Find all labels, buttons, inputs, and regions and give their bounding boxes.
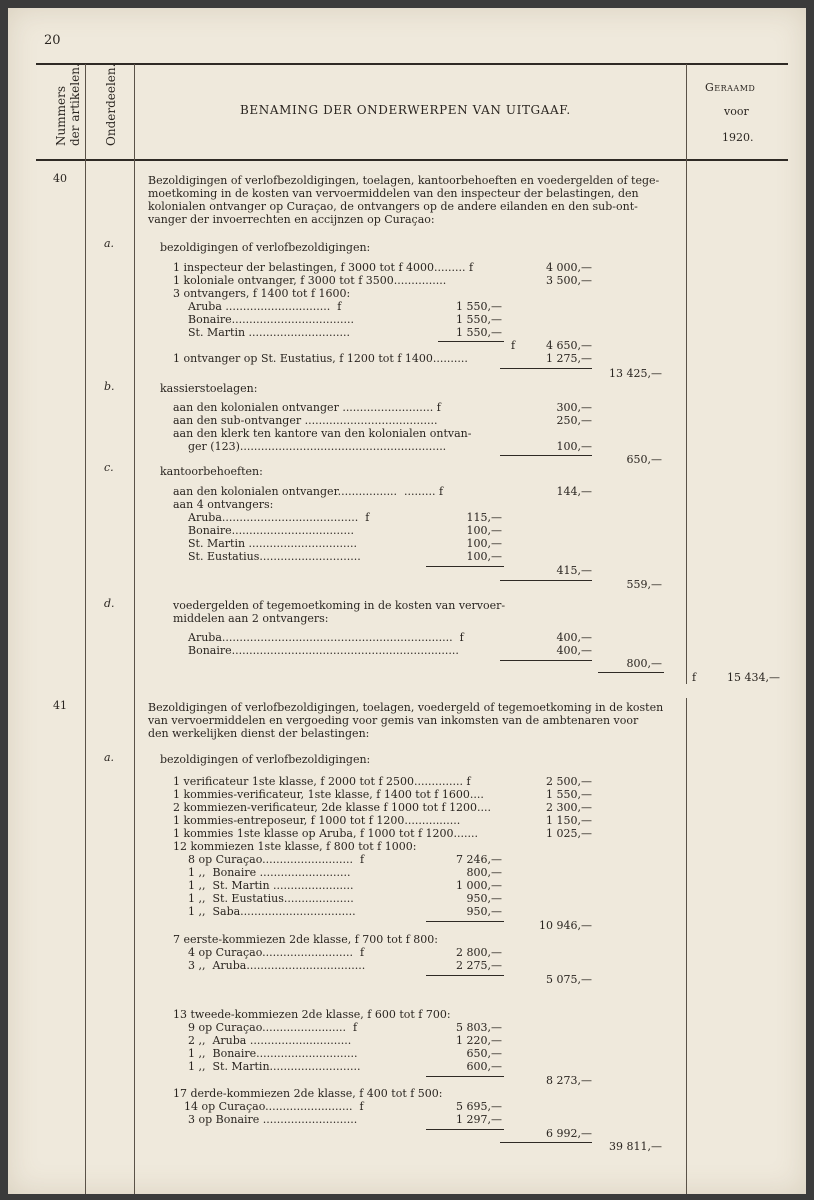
art40-d-bonaire: Bonaire................................................................. <box>188 644 459 657</box>
header-nummers-line1: Nummers <box>54 86 68 146</box>
art41-g3-row: 1 ,, St. Martin.......................... <box>188 1060 361 1073</box>
art40-c-bonaire: Bonaire................................... <box>188 524 355 537</box>
sum-rule <box>598 672 664 673</box>
art40-c-label: c. <box>104 461 114 474</box>
art41-g4-row-amount: 5 695,— <box>456 1100 502 1113</box>
art40-a4: 1 ontvanger op St. Eustatius, f 1200 tot f 1400.......... <box>173 352 468 365</box>
art40-a3-stmartin-amount: 1 550,— <box>456 326 502 339</box>
art40-a3-aruba-amount: 1 550,— <box>456 300 502 313</box>
art41-g3-row: 9 op Curaçao........................ f <box>188 1021 358 1034</box>
column-divider-3b <box>686 698 687 1194</box>
art40-b3b: ger (123)........................................................... <box>188 440 447 453</box>
art41-l3-amount: 2 300,— <box>546 801 592 814</box>
art40-c-steustatius-amount: 100,— <box>466 550 502 563</box>
art40-a3-total: 4 650,— <box>546 339 592 352</box>
art41-g2-row-amount: 2 275,— <box>456 959 502 972</box>
article-40-intro-4: vanger der invoerrechten en accijnzen op Curaçao: <box>148 213 435 226</box>
header-year: 1920. <box>722 131 754 144</box>
art41-g1-row: 1 ,, St. Eustatius.................... <box>188 892 354 905</box>
art41-g1-row: 1 ,, Saba................................. <box>188 905 356 918</box>
art41-g1-total: 10 946,— <box>539 919 592 932</box>
art40-b2: aan den sub-ontvanger ...................................... <box>173 414 438 427</box>
art41-g4-title: 17 derde-kommiezen 2de klasse, f 400 tot f 500: <box>173 1087 443 1100</box>
art40-d-aruba: Aruba.................................................................. f <box>188 631 464 644</box>
column-divider-2 <box>134 64 135 1194</box>
art40-b2-amount: 250,— <box>556 414 592 427</box>
art41-l5-amount: 1 025,— <box>546 827 592 840</box>
document-page <box>8 8 806 1194</box>
art40-d-total: 800,— <box>626 657 662 670</box>
column-divider-1 <box>85 64 86 1194</box>
header-voor: voor <box>724 105 749 118</box>
art40-a3-stmartin: St. Martin ............................. <box>188 326 350 339</box>
art41-g2-row-amount: 2 800,— <box>456 946 502 959</box>
art40-b-total: 650,— <box>626 453 662 466</box>
sum-rule <box>500 580 592 581</box>
article-40-intro-2: moetkoming in de kosten van vervoermiddelen van den inspecteur der belastingen, den <box>148 187 639 200</box>
art41-l3: 2 kommiezen-verificateur, 2de klasse f 1000 tot f 1200.... <box>173 801 492 814</box>
art40-d-title-2: middelen aan 2 ontvangers: <box>173 612 329 625</box>
art41-g1-row: 8 op Curaçao.......................... f <box>188 853 365 866</box>
art41-g1-row: 1 ,, Bonaire .......................... <box>188 866 351 879</box>
sum-rule <box>426 921 504 922</box>
art40-d-label: d. <box>104 597 115 610</box>
art41-g1-row-amount: 950,— <box>466 905 502 918</box>
art41-l1-amount: 2 500,— <box>546 775 592 788</box>
art41-l4-amount: 1 150,— <box>546 814 592 827</box>
art40-b3-amount: 100,— <box>556 440 592 453</box>
article-40-intro-3: kolonialen ontvanger op Curaçao, de ontvangers op de andere eilanden en den sub-ont- <box>148 200 638 213</box>
art41-g1-row-amount: 800,— <box>466 866 502 879</box>
art41-g2-total: 5 075,— <box>546 973 592 986</box>
art40-a3: 3 ontvangers, f 1400 tot f 1600: <box>173 287 351 300</box>
art40-c-aruba-amount: 115,— <box>466 511 502 524</box>
art40-b3a: aan den klerk ten kantore van den kolonialen ontvan- <box>173 427 472 440</box>
art41-g1-row-amount: 950,— <box>466 892 502 905</box>
art41-g3-total: 8 273,— <box>546 1074 592 1087</box>
art41-g4-row: 3 op Bonaire ........................... <box>188 1113 358 1126</box>
art40-c-title: kantoorbehoeften: <box>160 465 263 478</box>
art40-a3-aruba: Aruba .............................. f <box>188 300 342 313</box>
art40-grand-f: f <box>692 671 697 684</box>
sum-rule <box>500 368 592 369</box>
art41-g4-row-amount: 1 297,— <box>456 1113 502 1126</box>
art40-a-total: 13 425,— <box>609 367 662 380</box>
art41-g4-row: 14 op Curaçao......................... f <box>184 1100 364 1113</box>
art41-g4-total: 6 992,— <box>546 1127 592 1140</box>
sum-rule <box>500 660 592 661</box>
header-onderdeelen: Onderdeelen. <box>104 63 118 146</box>
art41-l1: 1 verificateur 1ste klasse, f 2000 tot f 2500.............. f <box>173 775 471 788</box>
art40-c2: aan 4 ontvangers: <box>173 498 274 511</box>
art41-l5: 1 kommies 1ste klasse op Aruba, f 1000 tot f 1200....... <box>173 827 479 840</box>
article-40-intro-1: Bezoldigingen of verlofbezoldigingen, toelagen, kantoorbehoeften en voedergelden of tege- <box>148 174 660 187</box>
art40-c1-amount: 144,— <box>556 485 592 498</box>
art40-a1: 1 inspecteur der belastingen, f 3000 tot f 4000......... f <box>173 261 474 274</box>
column-divider-3 <box>686 64 687 684</box>
art41-l4: 1 kommies-entreposeur, f 1000 tot f 1200................ <box>173 814 461 827</box>
header-geraamd: Geraamd <box>705 81 756 94</box>
art41-g3-title: 13 tweede-kommiezen 2de klasse, f 600 tot f 700: <box>173 1008 451 1021</box>
header-bottom-rule <box>36 159 788 161</box>
art40-c-bonaire-amount: 100,— <box>466 524 502 537</box>
art41-g3-row-amount: 650,— <box>466 1047 502 1060</box>
art40-d-title-1: voedergelden of tegemoetkoming in de kosten van vervoer- <box>173 599 506 612</box>
sum-rule <box>426 1076 504 1077</box>
page-number: 20 <box>44 33 61 48</box>
article-41-intro-3: den werkelijken dienst der belastingen: <box>148 727 370 740</box>
art41-g3-row: 2 ,, Aruba ............................. <box>188 1034 352 1047</box>
sum-rule <box>438 341 504 342</box>
sum-rule <box>426 566 504 567</box>
sum-rule <box>500 455 592 456</box>
art40-c-subtotal: 415,— <box>556 564 592 577</box>
art40-a-title: bezoldigingen of verlofbezoldigingen: <box>160 241 371 254</box>
art41-l2: 1 kommies-verificateur, 1ste klasse, f 1400 tot f 1600.... <box>173 788 484 801</box>
art40-a-label: a. <box>104 237 115 250</box>
art41-g2-row: 3 ,, Aruba.................................. <box>188 959 366 972</box>
art41-g1-row-amount: 7 246,— <box>456 853 502 866</box>
art41-g3-row-amount: 5 803,— <box>456 1021 502 1034</box>
art41-g2-title: 7 eerste-kommiezen 2de klasse, f 700 tot f 800: <box>173 933 438 946</box>
header-top-rule <box>36 63 788 65</box>
art40-a2: 1 koloniale ontvanger, f 3000 tot f 3500............... <box>173 274 447 287</box>
header-nummers-line2: der artikelen. <box>68 63 82 146</box>
art41-a-title: bezoldigingen of verlofbezoldigingen: <box>160 753 371 766</box>
art40-a3-bonaire: Bonaire................................... <box>188 313 355 326</box>
art41-g3-row-amount: 600,— <box>466 1060 502 1073</box>
art41-g3-row-amount: 1 220,— <box>456 1034 502 1047</box>
art40-c-aruba: Aruba....................................... f <box>188 511 370 524</box>
sum-rule <box>426 975 504 976</box>
article-41-intro-1: Bezoldigingen of verlofbezoldigingen, toelagen, voedergeld of tegemoetkoming in de kosten <box>148 701 664 714</box>
art40-b-label: b. <box>104 380 115 393</box>
header-title: BENAMING DER ONDERWERPEN VAN UITGAAF. <box>240 103 571 117</box>
art41-a-label: a. <box>104 751 115 764</box>
art40-a4-amount: 1 275,— <box>546 352 592 365</box>
art41-g1-title: 12 kommiezen 1ste klasse, f 800 tot f 1000: <box>173 840 417 853</box>
art40-c1: aan den kolonialen ontvanger................. ......... f <box>173 485 444 498</box>
art40-b-title: kassierstoelagen: <box>160 382 258 395</box>
art40-a3-bonaire-amount: 1 550,— <box>456 313 502 326</box>
article-41-number: 41 <box>53 699 67 712</box>
sum-rule <box>426 1129 504 1130</box>
art40-a1-amount: 4 000,— <box>546 261 592 274</box>
sum-rule <box>500 1142 592 1143</box>
art41-g3-row: 1 ,, Bonaire............................. <box>188 1047 358 1060</box>
art40-c-steustatius: St. Eustatius............................. <box>188 550 361 563</box>
art41-g1-row: 1 ,, St. Martin ....................... <box>188 879 354 892</box>
art40-c-stmartin: St. Martin ............................... <box>188 537 357 550</box>
art40-d-aruba-amount: 400,— <box>556 631 592 644</box>
art40-grand-total: 15 434,— <box>727 671 780 684</box>
art40-a2-amount: 3 500,— <box>546 274 592 287</box>
article-40-number: 40 <box>53 172 67 185</box>
art40-c-stmartin-amount: 100,— <box>466 537 502 550</box>
article-41-intro-2: van vervoermiddelen en vergoeding voor gemis van inkomsten van de ambtenaren voor <box>148 714 639 727</box>
art41-g2-row: 4 op Curaçao.......................... f <box>188 946 365 959</box>
art40-c-total: 559,— <box>626 578 662 591</box>
art41-a-total: 39 811,— <box>609 1140 662 1153</box>
art41-g1-row-amount: 1 000,— <box>456 879 502 892</box>
art40-b1-amount: 300,— <box>556 401 592 414</box>
art41-l2-amount: 1 550,— <box>546 788 592 801</box>
art40-a3-f: f <box>511 339 516 352</box>
art40-d-bonaire-amount: 400,— <box>556 644 592 657</box>
art40-b1: aan den kolonialen ontvanger .......................... f <box>173 401 441 414</box>
